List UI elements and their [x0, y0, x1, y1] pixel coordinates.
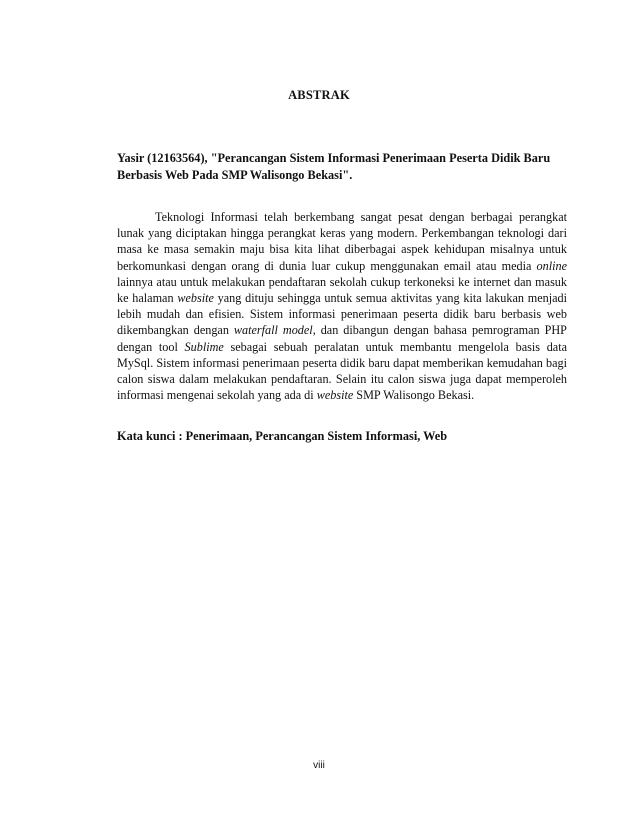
page-title: ABSTRAK: [288, 88, 350, 102]
abstract-paragraph: [117, 209, 567, 403]
abstract-italic-waterfall: waterfall model: [233, 323, 313, 338]
abstract-italic-website: website: [177, 291, 214, 306]
abstract-text-5: sebagai sebuah peralatan untuk membantu mengelola basis data MySql. Sistem informasi penerimaan peserta didik baru dapat memberikan kemudahan bagi calon siswa dalam melakukan pendaftaran. Selain itu calon siswa juga dapat memperoleh informasi mengenai sekolah yang ada di: [117, 339, 568, 403]
abstract-text-1: Teknologi Informasi telah berkembang sangat pesat dengan berbagai perangkat lunak yang diciptakan hingga perangkat keras yang modern. Perkembangan teknologi dari masa ke masa semakin maju bisa kita lihat diberbagai aspek kehidupan misalnya untuk berkomunkasi dengan orang di dunia luar cukup menggunakan email atau media: [117, 210, 567, 273]
abstract-text-3: yang dituju sehingga untuk semua aktivitas yang kita lakukan menjadi lebih mudah dan efisien. Sistem informasi penerimaan peserta didik baru berbasis web dikembangkan dengan: [117, 291, 567, 338]
abstract-italic-online: online: [536, 258, 567, 273]
keywords: Kata kunci : Penerimaan, Perancangan Sistem Informasi, Web: [117, 429, 448, 443]
abstract-italic-sublime: Sublime: [184, 339, 224, 354]
abstract-text-4: , dan dibangun dengan bahasa pemrograman PHP dengan tool: [117, 323, 567, 354]
abstract-italic-website-2: website: [316, 388, 354, 403]
abstract-text-2: lainnya atau untuk melakukan pendaftaran sekolah cukup terkoneksi ke internet dan masuk ke halaman: [117, 274, 567, 306]
page-number: viii: [313, 760, 325, 771]
citation: Yasir (12163564), "Perancangan Sistem Informasi Penerimaan Peserta Didik Baru Berbasis Web Pada SMP Walisongo Bekasi".: [117, 151, 551, 182]
abstract-text-6: SMP Walisongo Bekasi.: [353, 388, 475, 403]
